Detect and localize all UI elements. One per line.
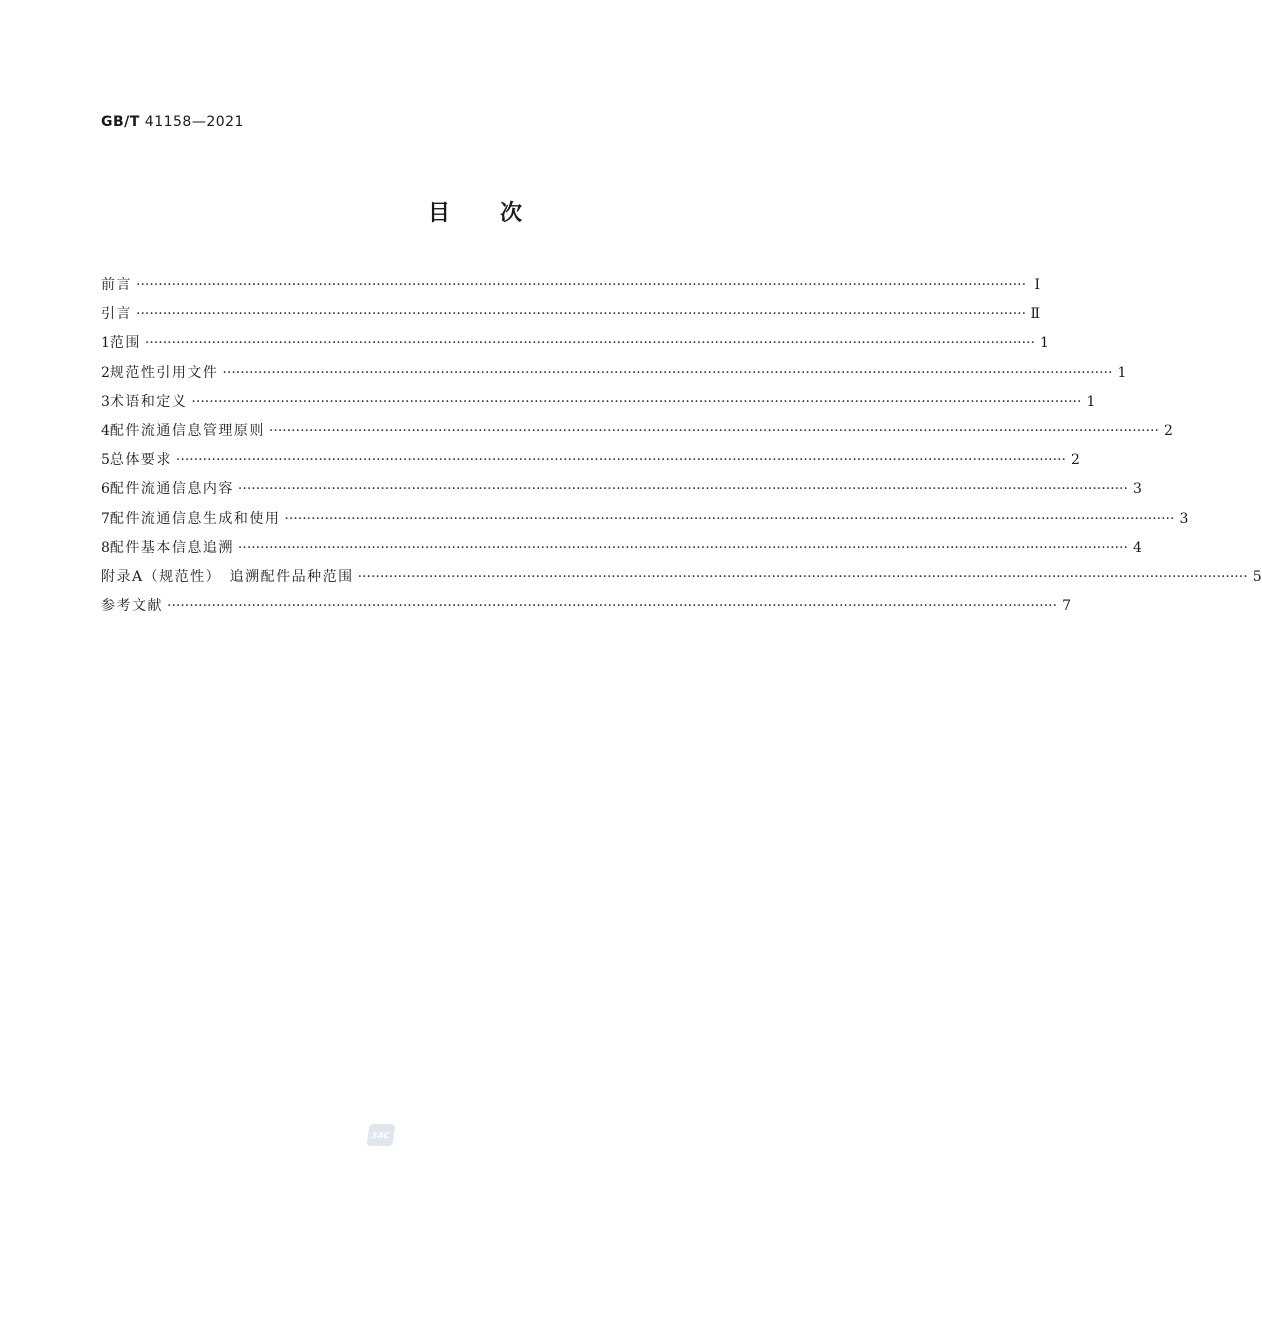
toc-entry-page: 4 bbox=[1133, 539, 1142, 556]
toc-entry-label: 引言 bbox=[101, 306, 132, 323]
toc-entry-page: 1 bbox=[1086, 393, 1096, 410]
toc-entry-page: 7 bbox=[1062, 598, 1072, 615]
toc-leader-dots: ········································································································································································································ bbox=[284, 510, 1175, 527]
standard-code-number: 41158—2021 bbox=[144, 114, 244, 130]
page-title: 目次 bbox=[427, 201, 572, 226]
toc-entry-label: 术语和定义 bbox=[109, 393, 188, 410]
toc-entry-label: 附录A（规范性） 追溯配件品种范围 bbox=[101, 568, 354, 585]
toc-entry-5[interactable] bbox=[101, 449, 1080, 478]
toc-entry-number: 2 bbox=[101, 364, 110, 381]
toc-entry-label: 参考文献 bbox=[101, 598, 163, 615]
toc-entry-page: 5 bbox=[1252, 568, 1262, 585]
toc-entry-number: 3 bbox=[101, 393, 110, 410]
toc-entry-page: Ⅱ bbox=[1030, 306, 1041, 323]
toc-entry-label: 配件流通信息管理原则 bbox=[109, 422, 265, 439]
toc-entry-page: Ⅰ bbox=[1034, 277, 1041, 293]
toc-leader-dots: ········································································································································································································ bbox=[175, 452, 1066, 469]
toc-leader-dots: ········································································································································································································ bbox=[136, 277, 1027, 293]
toc-entry-number: 1 bbox=[101, 335, 110, 352]
toc-entry-label: 配件流通信息生成和使用 bbox=[109, 510, 281, 527]
toc-entry-appendix-a[interactable] bbox=[101, 566, 1262, 595]
sac-watermark-logo: SAC bbox=[366, 1124, 395, 1146]
toc-entry-number: 5 bbox=[101, 452, 110, 469]
toc-entry-4[interactable] bbox=[101, 420, 1173, 449]
toc-entry-number: 6 bbox=[101, 481, 110, 498]
toc-entry-page: 2 bbox=[1164, 422, 1173, 439]
toc-entry-label: 配件基本信息追溯 bbox=[109, 539, 234, 556]
toc-leader-dots: ········································································································································································································ bbox=[237, 539, 1128, 556]
toc-entry-introduction[interactable] bbox=[101, 303, 1041, 332]
toc-entry-label: 前言 bbox=[101, 277, 132, 293]
toc-entry-label: 总体要求 bbox=[109, 452, 172, 469]
toc-entry-page: 3 bbox=[1133, 481, 1142, 498]
toc-entry-page: 1 bbox=[1117, 364, 1127, 381]
toc-entry-references[interactable] bbox=[101, 595, 1072, 624]
toc-entry-label: 范围 bbox=[109, 335, 141, 352]
toc-leader-dots: ········································································································································································································ bbox=[144, 335, 1035, 352]
toc-entry-number: 4 bbox=[101, 422, 110, 439]
standard-code bbox=[101, 114, 244, 130]
toc-leader-dots: ········································································································································································································ bbox=[357, 568, 1248, 585]
toc-entry-2[interactable] bbox=[101, 362, 1127, 391]
toc-entry-page: 2 bbox=[1071, 452, 1080, 469]
toc-leader-dots: ········································································································································································································ bbox=[167, 598, 1058, 615]
toc-leader-dots: ········································································································································································································ bbox=[237, 481, 1128, 498]
toc-entry-label: 配件流通信息内容 bbox=[109, 481, 234, 498]
toc-leader-dots: ········································································································································································································ bbox=[136, 306, 1027, 323]
toc-entry-label: 规范性引用文件 bbox=[109, 364, 219, 381]
toc-entry-number: 8 bbox=[101, 539, 110, 556]
toc-entry-foreword[interactable] bbox=[101, 274, 1041, 303]
toc-entry-7[interactable] bbox=[101, 508, 1189, 537]
toc-entry-6[interactable] bbox=[101, 478, 1142, 507]
toc-leader-dots: ········································································································································································································ bbox=[222, 364, 1113, 381]
toc-entry-number: 7 bbox=[101, 510, 110, 527]
table-of-contents bbox=[101, 274, 1262, 624]
toc-entry-page: 1 bbox=[1040, 335, 1049, 352]
toc-entry-page: 3 bbox=[1179, 510, 1189, 527]
toc-entry-1[interactable] bbox=[101, 332, 1049, 361]
standard-code-prefix: GB/T bbox=[101, 114, 140, 130]
toc-entry-3[interactable] bbox=[101, 391, 1096, 420]
toc-leader-dots: ········································································································································································································ bbox=[268, 422, 1159, 439]
toc-entry-8[interactable] bbox=[101, 537, 1142, 566]
toc-leader-dots: ········································································································································································································ bbox=[191, 393, 1082, 410]
